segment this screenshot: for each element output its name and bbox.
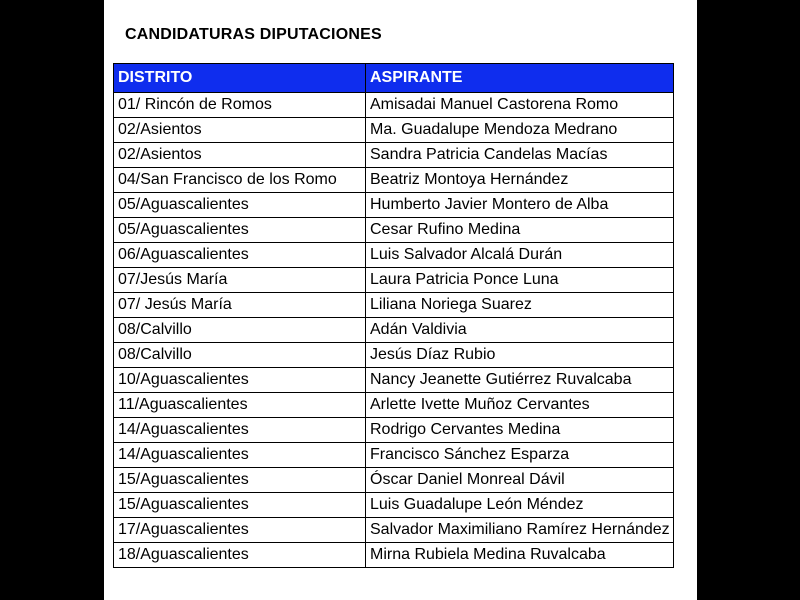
cell-aspirante: Nancy Jeanette Gutiérrez Ruvalcaba bbox=[366, 368, 674, 393]
table-row bbox=[114, 443, 674, 468]
cell-distrito: 05/Aguascalientes bbox=[114, 218, 366, 243]
table-row bbox=[114, 393, 674, 418]
cell-aspirante: Beatriz Montoya Hernández bbox=[366, 168, 674, 193]
cell-distrito: 07/ Jesús María bbox=[114, 293, 366, 318]
table-row bbox=[114, 93, 674, 118]
cell-aspirante: Luis Salvador Alcalá Durán bbox=[366, 243, 674, 268]
table-row bbox=[114, 218, 674, 243]
candidates-table bbox=[113, 63, 674, 568]
table-body bbox=[114, 93, 674, 568]
cell-distrito: 11/Aguascalientes bbox=[114, 393, 366, 418]
table-row bbox=[114, 368, 674, 393]
cell-distrito: 08/Calvillo bbox=[114, 343, 366, 368]
cell-aspirante: Adán Valdivia bbox=[366, 318, 674, 343]
column-header-aspirante: ASPIRANTE bbox=[366, 64, 674, 93]
table-row bbox=[114, 143, 674, 168]
cell-aspirante: Sandra Patricia Candelas Macías bbox=[366, 143, 674, 168]
cell-aspirante: Ma. Guadalupe Mendoza Medrano bbox=[366, 118, 674, 143]
table-row bbox=[114, 468, 674, 493]
cell-distrito: 18/Aguascalientes bbox=[114, 543, 366, 568]
cell-aspirante: Liliana Noriega Suarez bbox=[366, 293, 674, 318]
cell-distrito: 08/Calvillo bbox=[114, 318, 366, 343]
table-row bbox=[114, 318, 674, 343]
table-row bbox=[114, 168, 674, 193]
cell-distrito: 15/Aguascalientes bbox=[114, 493, 366, 518]
cell-aspirante: Arlette Ivette Muñoz Cervantes bbox=[366, 393, 674, 418]
table-row bbox=[114, 518, 674, 543]
cell-aspirante: Amisadai Manuel Castorena Romo bbox=[366, 93, 674, 118]
cell-distrito: 15/Aguascalientes bbox=[114, 468, 366, 493]
cell-aspirante: Jesús Díaz Rubio bbox=[366, 343, 674, 368]
page-title: CANDIDATURAS DIPUTACIONES bbox=[125, 26, 382, 43]
cell-distrito: 17/Aguascalientes bbox=[114, 518, 366, 543]
cell-distrito: 04/San Francisco de los Romo bbox=[114, 168, 366, 193]
cell-aspirante: Laura Patricia Ponce Luna bbox=[366, 268, 674, 293]
table-header-row bbox=[114, 64, 674, 93]
column-header-distrito: DISTRITO bbox=[114, 64, 366, 93]
cell-distrito: 02/Asientos bbox=[114, 118, 366, 143]
table-row bbox=[114, 193, 674, 218]
cell-aspirante: Francisco Sánchez Esparza bbox=[366, 443, 674, 468]
cell-aspirante: Humberto Javier Montero de Alba bbox=[366, 193, 674, 218]
cell-aspirante: Salvador Maximiliano Ramírez Hernández bbox=[366, 518, 674, 543]
table-row bbox=[114, 343, 674, 368]
cell-aspirante: Mirna Rubiela Medina Ruvalcaba bbox=[366, 543, 674, 568]
table-row bbox=[114, 418, 674, 443]
cell-distrito: 14/Aguascalientes bbox=[114, 418, 366, 443]
cell-aspirante: Rodrigo Cervantes Medina bbox=[366, 418, 674, 443]
table-row bbox=[114, 293, 674, 318]
document-page bbox=[104, 0, 697, 600]
cell-distrito: 06/Aguascalientes bbox=[114, 243, 366, 268]
table-row bbox=[114, 493, 674, 518]
cell-distrito: 05/Aguascalientes bbox=[114, 193, 366, 218]
table-row bbox=[114, 268, 674, 293]
cell-aspirante: Cesar Rufino Medina bbox=[366, 218, 674, 243]
cell-distrito: 02/Asientos bbox=[114, 143, 366, 168]
cell-aspirante: Luis Guadalupe León Méndez bbox=[366, 493, 674, 518]
cell-distrito: 07/Jesús María bbox=[114, 268, 366, 293]
cell-aspirante: Óscar Daniel Monreal Dávil bbox=[366, 468, 674, 493]
table-row bbox=[114, 543, 674, 568]
cell-distrito: 01/ Rincón de Romos bbox=[114, 93, 366, 118]
table-row bbox=[114, 118, 674, 143]
table-row bbox=[114, 243, 674, 268]
cell-distrito: 10/Aguascalientes bbox=[114, 368, 366, 393]
cell-distrito: 14/Aguascalientes bbox=[114, 443, 366, 468]
